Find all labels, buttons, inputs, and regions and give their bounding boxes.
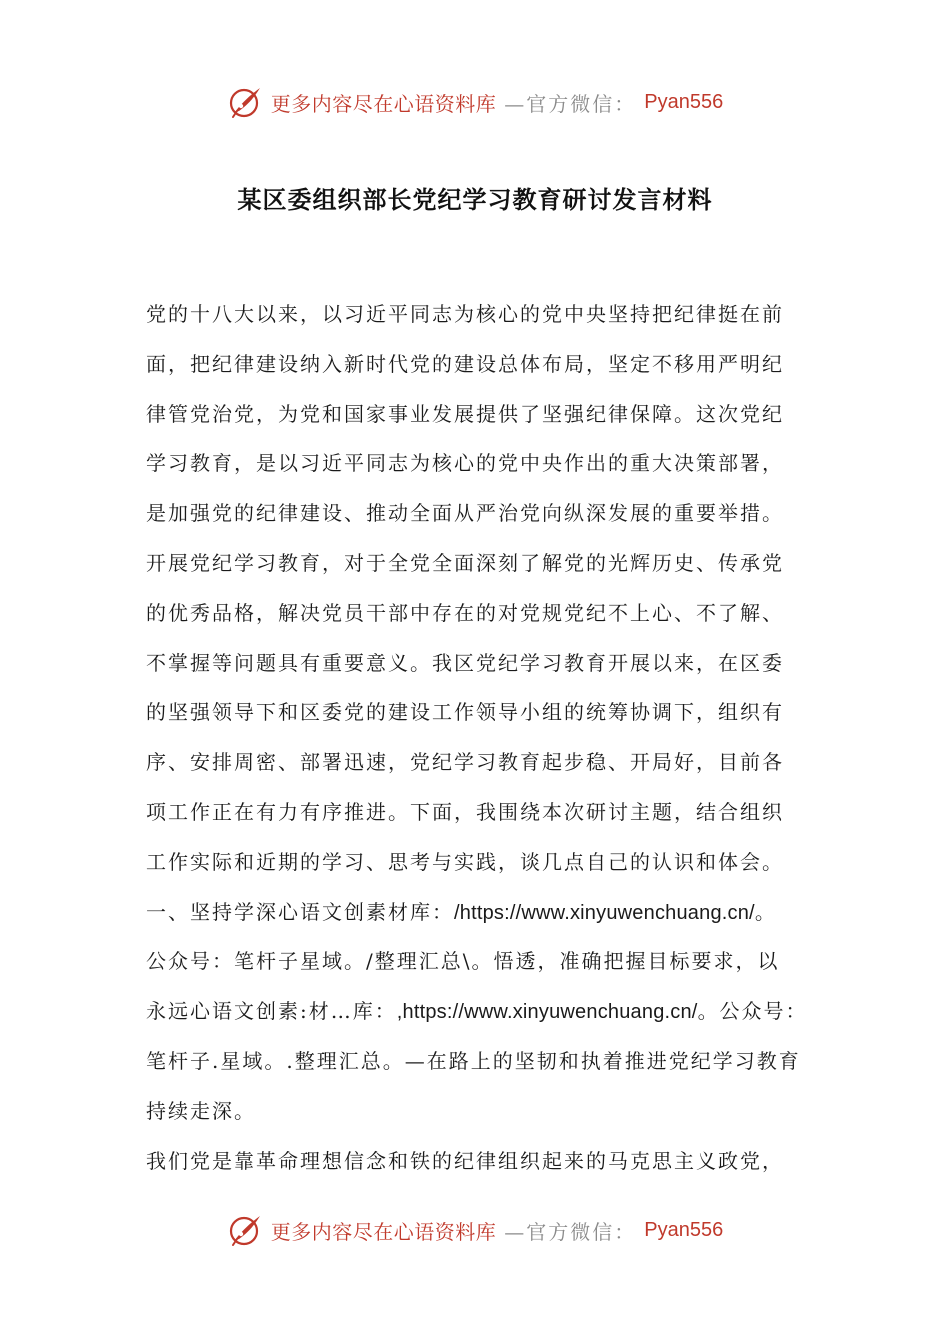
paragraph-line-10: 序、安排周密、部署迅速，党纪学习教育起步稳、开局好，目前各	[146, 750, 784, 775]
section-heading-tail: 。	[754, 899, 777, 924]
banner-site-name: 更多内容尽在心语资料库	[270, 91, 497, 116]
section-heading-text: 一、坚持学深心语文创素材库：	[146, 899, 454, 924]
header-banner	[0, 80, 950, 124]
footer-site-name: 更多内容尽在心语资料库	[270, 1219, 497, 1244]
quill-pen-logo-icon	[227, 84, 263, 120]
paragraph-line-2: 面，把纪律建设纳入新时代党的建设总体布局，坚定不移用严明纪	[146, 351, 784, 376]
paragraph-line-17: 持续走深。	[146, 1098, 256, 1123]
footer-banner	[0, 1208, 950, 1252]
footer-wechat-label: —官方微信：	[504, 1219, 637, 1244]
watermark-url: /https://www.xinyuwenchuang.cn/	[454, 901, 755, 924]
paragraph-line-15-tail: 。公众号：	[697, 999, 808, 1024]
document-title: 某区委组织部长党纪学习教育研讨发言材料	[237, 185, 713, 214]
banner-wechat-id: Pyan556	[644, 90, 724, 113]
paragraph-line-15	[146, 989, 810, 1039]
paragraph-line-9: 的坚强领导下和区委党的建设工作领导小组的统筹协调下，组织有	[146, 700, 784, 725]
paragraph-line-12: 工作实际和近期的学习、思考与实践，谈几点自己的认识和体会。	[146, 849, 784, 874]
paragraph-line-11: 项工作正在有力有序推进。下面，我围绕本次研讨主题，结合组织	[146, 799, 784, 824]
watermark-url-2: ,https://www.xinyuwenchuang.cn/	[396, 1001, 698, 1024]
paragraph-line-16: 笔杆子.星域。.整理汇总。—在路上的坚韧和执着推进党纪学习教育	[146, 1048, 801, 1073]
paragraph-line-6: 开展党纪学习教育，对于全党全面深刻了解党的光辉历史、传承党	[146, 550, 784, 575]
paragraph-line-14: 公众号：笔杆子星域。/整理汇总\。悟透，准确把握目标要求，以	[146, 949, 780, 974]
paragraph-line-18: 我们党是靠革命理想信念和铁的纪律组织起来的马克思主义政党，	[146, 1148, 784, 1173]
document-body	[146, 292, 810, 1188]
paragraph-line-7: 的优秀品格，解决党员干部中存在的对党规党纪不上心、不了解、	[146, 600, 784, 625]
paragraph-line-8: 不掌握等问题具有重要意义。我区党纪学习教育开展以来，在区委	[146, 650, 784, 675]
paragraph-line-15-text: 永远心语文创素:材…库：	[146, 999, 397, 1024]
banner-wechat-label: —官方微信：	[504, 91, 637, 116]
quill-pen-logo-icon	[227, 1212, 263, 1248]
paragraph-line-3: 律管党治党，为党和国家事业发展提供了坚强纪律保障。这次党纪	[146, 401, 784, 426]
paragraph-line-4: 学习教育，是以习近平同志为核心的党中央作出的重大决策部署，	[146, 451, 784, 476]
paragraph-line-5: 是加强党的纪律建设、推动全面从严治党向纵深发展的重要举措。	[146, 501, 784, 526]
paragraph-line-1: 党的十八大以来，以习近平同志为核心的党中央坚持把纪律挺在前	[146, 302, 784, 326]
footer-wechat-id: Pyan556	[644, 1218, 724, 1241]
section-heading-line	[146, 890, 810, 940]
